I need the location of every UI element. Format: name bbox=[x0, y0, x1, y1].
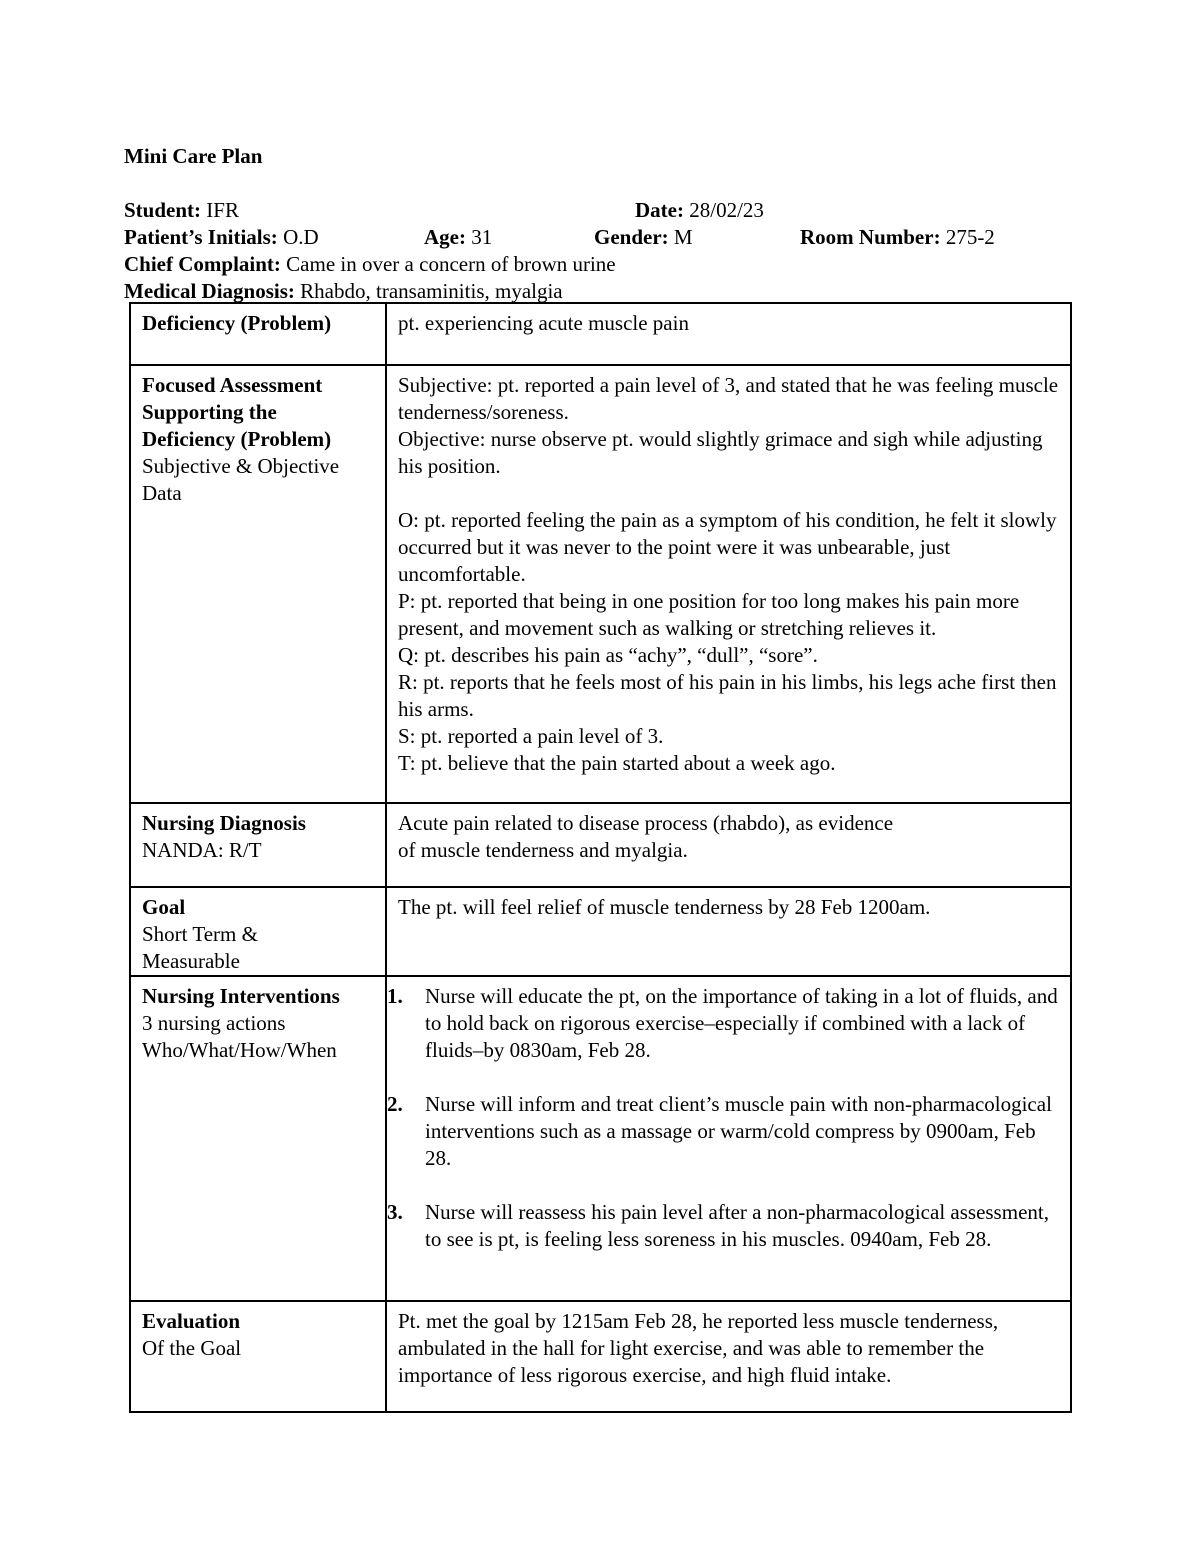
opqrst-q: Q: pt. describes his pain as “achy”, “dull”, “sore”. bbox=[398, 643, 818, 667]
interventions-content-cell bbox=[386, 976, 1071, 1301]
row-focused-assessment bbox=[130, 365, 1071, 803]
row-goal bbox=[130, 887, 1071, 976]
row-nursing-interventions bbox=[130, 976, 1071, 1301]
room-value: 275-2 bbox=[945, 225, 995, 249]
date-value: 28/02/23 bbox=[689, 198, 764, 222]
opqrst-r: R: pt. reports that he feels most of his pain in his limbs, his legs ache first then his arms. bbox=[398, 670, 1057, 721]
goal-content-cell: The pt. will feel relief of muscle tenderness by 28 Feb 1200am. bbox=[386, 887, 1071, 976]
initials-field: Patient’s Initials: O.D bbox=[124, 225, 319, 249]
gender-field: Gender: M bbox=[594, 225, 693, 249]
student-field: Student: IFR bbox=[124, 198, 239, 222]
evaluation-label-cell: Evaluation Of the Goal bbox=[130, 1301, 386, 1412]
opqrst-t: T: pt. believe that the pain started about a week ago. bbox=[398, 751, 836, 775]
care-plan-table bbox=[129, 302, 1072, 1413]
page-title: Mini Care Plan bbox=[124, 144, 263, 168]
header-chief-complaint: Chief Complaint: Came in over a concern of brown urine bbox=[124, 252, 616, 276]
date-field: Date: 28/02/23 bbox=[635, 198, 764, 222]
initials-value: O.D bbox=[283, 225, 319, 249]
student-value: IFR bbox=[206, 198, 239, 222]
goal-label-cell: Goal Short Term & Measurable bbox=[130, 887, 386, 976]
opqrst-o: O: pt. reported feeling the pain as a symptom of his condition, he felt it slowly occurred but it was never to the point were it was unbearable, just uncomfortable. bbox=[398, 508, 1057, 586]
gender-value: M bbox=[673, 225, 693, 249]
complaint-value: Came in over a concern of brown urine bbox=[286, 252, 616, 276]
interventions-list bbox=[387, 983, 1060, 1253]
list-item: 1. Nurse will educate the pt, on the importance of taking in a lot of fluids, and to hold back on rigorous exercise–especially if combined with a lack of fluids–by 0830am, Feb 28. bbox=[387, 984, 1058, 1062]
list-item: 2. Nurse will inform and treat client’s muscle pain with non-pharmacological interventions such as a massage or warm/cold compress by 0900am, Feb 28. bbox=[387, 1092, 1052, 1170]
interventions-label-cell: Nursing Interventions 3 nursing actions Who/What/How/When bbox=[130, 976, 386, 1301]
opqrst-s: S: pt. reported a pain level of 3. bbox=[398, 724, 664, 748]
assessment-content-cell bbox=[386, 365, 1071, 803]
age-field: Age: 31 bbox=[424, 225, 493, 249]
header-medical-diagnosis: Medical Diagnosis: Rhabdo, transaminitis, myalgia bbox=[124, 279, 563, 303]
nursing-diagnosis-content-cell: Acute pain related to disease process (rhabdo), as evidence of muscle tenderness and myalgia. bbox=[386, 803, 1071, 887]
deficiency-content-cell: pt. experiencing acute muscle pain bbox=[386, 303, 1071, 365]
row-evaluation bbox=[130, 1301, 1071, 1412]
deficiency-label-cell: Deficiency (Problem) bbox=[130, 303, 386, 365]
evaluation-content-cell: Pt. met the goal by 1215am Feb 28, he reported less muscle tenderness, ambulated in the hall for light exercise, and was able to remember the importance of less rigorous exercise, and high fluid intake. bbox=[386, 1301, 1071, 1412]
age-value: 31 bbox=[471, 225, 493, 249]
list-item: 3. Nurse will reassess his pain level after a non-pharmacological assessment, to see is pt, is feeling less soreness in his muscles. 0940am, Feb 28. bbox=[387, 1200, 1049, 1251]
row-deficiency bbox=[130, 303, 1071, 365]
objective-data: Objective: nurse observe pt. would slightly grimace and sigh while adjusting his position. bbox=[398, 427, 1043, 478]
subjective-data: Subjective: pt. reported a pain level of 3, and stated that he was feeling muscle tenderness/soreness. bbox=[398, 373, 1059, 424]
room-field: Room Number: 275-2 bbox=[800, 225, 995, 249]
nursing-diagnosis-label-cell: Nursing Diagnosis NANDA: R/T bbox=[130, 803, 386, 887]
row-nursing-diagnosis bbox=[130, 803, 1071, 887]
opqrst-p: P: pt. reported that being in one position for too long makes his pain more present, and movement such as walking or stretching relieves it. bbox=[398, 589, 1020, 640]
diagnosis-value: Rhabdo, transaminitis, myalgia bbox=[300, 279, 563, 303]
assessment-label-cell: Focused Assessment Supporting the Deficiency (Problem) Subjective & Objective Data bbox=[130, 365, 386, 803]
